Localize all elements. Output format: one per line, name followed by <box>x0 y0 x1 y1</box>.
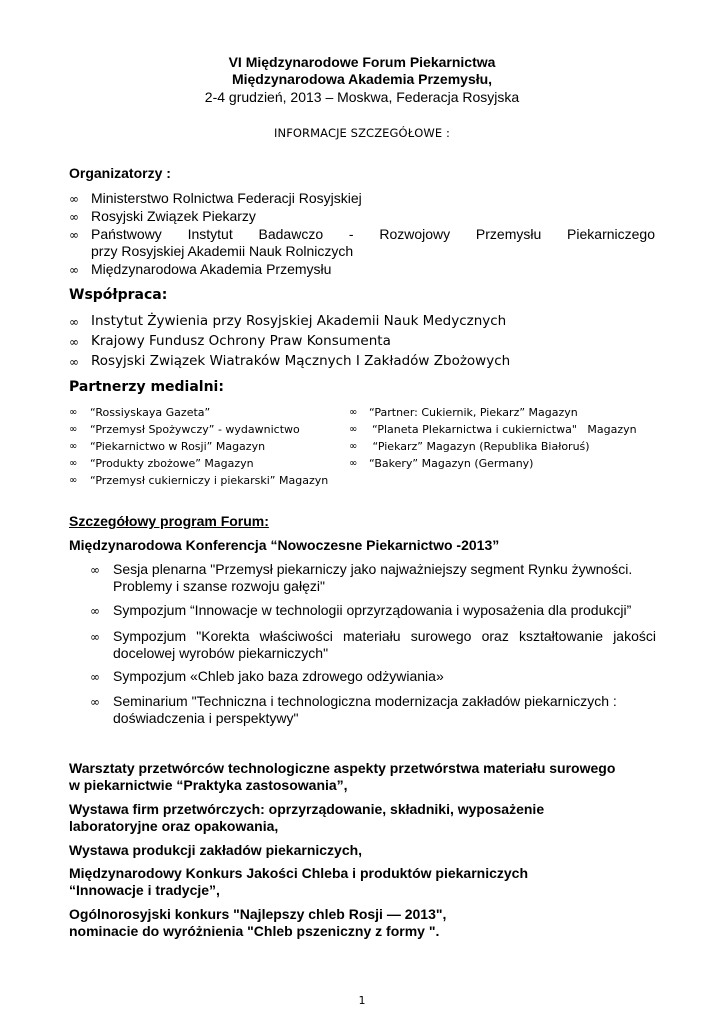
media-partners-heading: Partnerzy medialni: <box>69 379 224 395</box>
media-partner-item: “Rossiyskaya Gazeta” <box>90 406 211 419</box>
media-partner-item: “Bakery” Magazyn (Germany) <box>369 457 534 470</box>
cooperation-item: Krajowy Fundusz Ochrony Praw Konsumenta <box>91 333 391 349</box>
program-item: Sympozjum "Korekta właściwości materiału surowego oraz kształtowanie jakości <box>113 628 656 644</box>
academy-title: Międzynarodowa Akademia Przemysłu, <box>231 71 493 87</box>
forum-title: VI Międzynarodowe Forum Piekarnictwa <box>228 54 496 70</box>
bullet-icon: ∞ <box>90 563 100 577</box>
bullet-icon: ∞ <box>90 630 100 644</box>
bullet-icon: ∞ <box>69 335 79 349</box>
bullet-icon: ∞ <box>69 458 78 469</box>
bullet-icon: ∞ <box>349 407 358 418</box>
bullet-icon: ∞ <box>69 424 78 435</box>
event-line: Międzynarodowy Konkurs Jakości Chleba i produktów piekarniczych <box>69 865 528 881</box>
conference-title: Międzynarodowa Konferencja “Nowoczesne Piekarnictwo -2013” <box>69 537 500 553</box>
bullet-icon: ∞ <box>349 441 358 452</box>
bullet-icon: ∞ <box>69 210 79 224</box>
bullet-icon: ∞ <box>69 475 78 486</box>
cooperation-heading: Współpraca: <box>69 287 168 303</box>
program-item: Sympozjum «Chleb jako baza zdrowego odżywiania» <box>113 668 444 684</box>
date-location: 2-4 grudzień, 2013 – Moskwa, Federacja Rosyjska <box>204 89 520 105</box>
bullet-icon: ∞ <box>69 407 78 418</box>
media-partner-item: “Piekarnictwo w Rosji” Magazyn <box>90 440 266 453</box>
event-line: Wystawa firm przetwórczych: oprzyrządowanie, składniki, wyposażenie <box>69 801 545 817</box>
media-partner-item: “Przemysł cukierniczy i piekarski” Magazyn <box>90 474 329 487</box>
organizer-item: Rosyjski Związek Piekarzy <box>91 208 256 224</box>
event-line-continued: w piekarnictwie “Praktyka zastosowania”, <box>69 777 348 793</box>
event-line: Warsztaty przetwórców technologiczne aspekty przetwórstwa materiału surowego <box>69 760 616 776</box>
media-partner-item: “Piekarz” Magazyn (Republika Białoruś) <box>369 440 590 453</box>
event-line-continued: laboratoryjne oraz opakowania, <box>69 818 279 834</box>
organizer-item-continued: przy Rosyjskiej Akademii Nauk Rolniczych <box>91 243 354 259</box>
bullet-icon: ∞ <box>69 192 79 206</box>
media-partner-item: “Przemysł Spożywczy” - wydawnictwo <box>90 423 300 436</box>
bullet-icon: ∞ <box>69 441 78 452</box>
details-heading: INFORMACJE SZCZEGÓŁOWE : <box>274 126 450 140</box>
media-partner-item: “Planeta PIekarnictwa i cukiernictwa" Magazyn <box>372 423 637 436</box>
organizer-item: Międzynarodowa Akademia Przemysłu <box>91 261 332 277</box>
organizers-heading: Organizatorzy : <box>69 165 171 181</box>
page-number: 1 <box>358 994 366 1007</box>
organizer-item: Państwowy Instytut Badawczo - Rozwojowy Przemysłu Piekarniczego <box>91 226 655 242</box>
program-item-continued: Problemy i szanse rozwoju gałęzi" <box>113 578 325 594</box>
bullet-icon: ∞ <box>69 228 79 242</box>
event-line-continued: nominacie do wyróżnienia "Chleb pszeniczny z formy ". <box>69 923 440 939</box>
event-line: Wystawa produkcji zakładów piekarniczych, <box>69 842 363 858</box>
organizer-item: Ministerstwo Rolnictwa Federacji Rosyjskiej <box>91 190 362 206</box>
bullet-icon: ∞ <box>90 695 100 709</box>
media-partner-item: “Produkty zbożowe” Magazyn <box>90 457 254 470</box>
program-heading: Szczegółowy program Forum: <box>69 513 269 529</box>
bullet-icon: ∞ <box>69 315 79 329</box>
bullet-icon: ∞ <box>69 263 79 277</box>
media-partner-item: “Partner: Cukiernik, Piekarz” Magazyn <box>369 406 578 419</box>
bullet-icon: ∞ <box>69 355 79 369</box>
program-item: Sesja plenarna "Przemysł piekarniczy jako najważniejszy segment Rynku żywności. <box>113 561 633 577</box>
bullet-icon: ∞ <box>349 458 358 469</box>
bullet-icon: ∞ <box>90 604 100 618</box>
event-line: Ogólnorosyjski konkurs "Najlepszy chleb Rosji — 2013", <box>69 906 447 922</box>
program-item-continued: doświadczenia i perspektywy" <box>113 710 299 726</box>
program-item: Sympozjum “Innowacje w technologii oprzyrządowania i wyposażenia dla produkcji” <box>113 602 632 618</box>
bullet-icon: ∞ <box>90 670 100 684</box>
event-line-continued: “Innowacje i tradycje”, <box>69 882 220 898</box>
program-item: Seminarium "Techniczna i technologiczna modernizacja zakładów piekarniczych : <box>113 693 617 709</box>
bullet-icon: ∞ <box>349 424 358 435</box>
program-item-continued: docelowej wyrobów piekarniczych" <box>113 645 329 661</box>
cooperation-item: Rosyjski Związek Wiatraków Mącznych I Zakładów Zbożowych <box>91 353 511 369</box>
cooperation-item: Instytut Żywienia przy Rosyjskiej Akademii Nauk Medycznych <box>91 313 507 329</box>
